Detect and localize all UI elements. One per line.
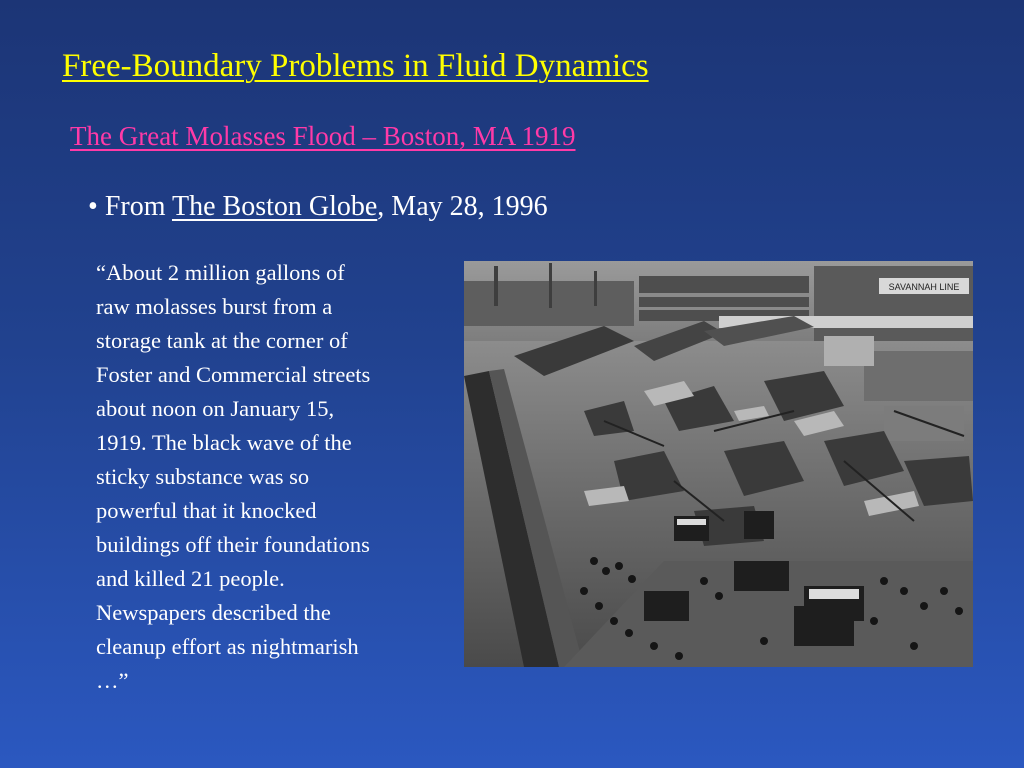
photo-sign-text: SAVANNAH LINE <box>888 282 960 292</box>
quote-line: “About 2 million gallons of <box>96 260 345 285</box>
slide-title: Free-Boundary Problems in Fluid Dynamics <box>62 48 649 84</box>
quote-line: Foster and Commercial streets <box>96 362 371 387</box>
quote-line: about noon on January 15, <box>96 396 335 421</box>
slide-subtitle: The Great Molasses Flood – Boston, MA 1919 <box>70 121 576 151</box>
quote-line: …” <box>96 668 129 693</box>
quote-line: and killed 21 people. <box>96 566 285 591</box>
bullet-prefix: From <box>104 191 172 222</box>
quote-line: Newspapers described the <box>96 600 331 625</box>
molasses-flood-photo <box>464 261 973 667</box>
bullet-marker: • <box>88 191 98 222</box>
publication-name: The Boston Globe <box>171 191 378 222</box>
quote-line: storage tank at the corner of <box>96 328 348 353</box>
quote-line: cleanup effort as nightmarish <box>96 634 359 659</box>
newspaper-quote <box>96 256 456 698</box>
quote-line: powerful that it knocked <box>96 498 317 523</box>
bullet-date: , May 28, 1996 <box>377 191 548 222</box>
source-bullet <box>88 190 548 224</box>
quote-line: buildings off their foundations <box>96 532 370 557</box>
quote-line: sticky substance was so <box>96 464 310 489</box>
quote-line: raw molasses burst from a <box>96 294 333 319</box>
quote-line: 1919. The black wave of the <box>96 430 352 455</box>
